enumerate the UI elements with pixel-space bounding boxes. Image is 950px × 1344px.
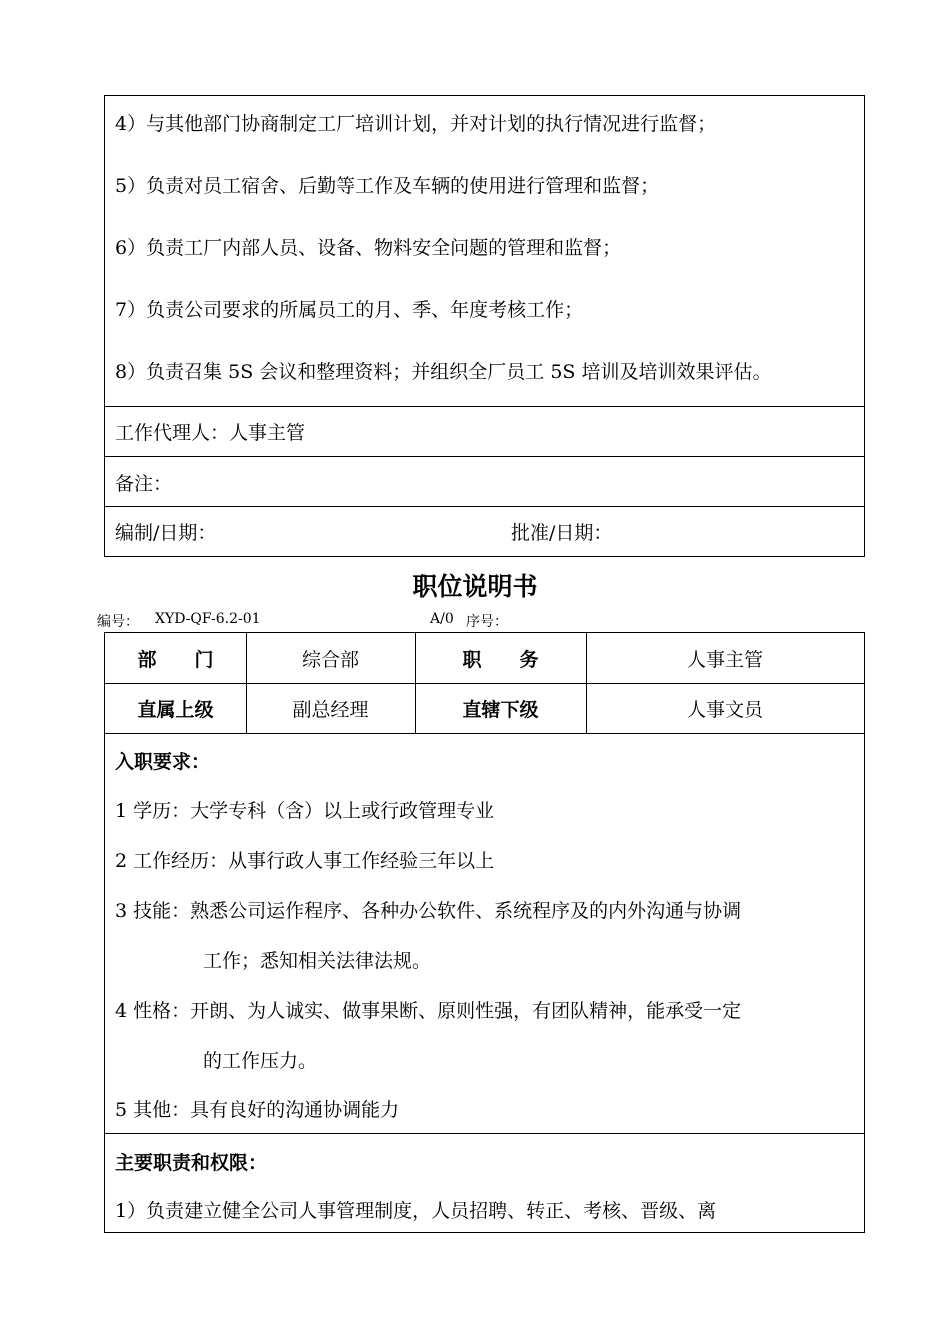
requirement-line: 2 工作经历：从事行政人事工作经验三年以上: [115, 850, 495, 872]
position-value: 人事主管: [686, 648, 763, 671]
requirement-line: 3 技能：熟悉公司运作程序、各种办公软件、系统程序及的内外沟通与协调: [115, 900, 742, 922]
row-divider: [105, 456, 864, 457]
document-version: A/0: [430, 611, 454, 627]
work-agent: 工作代理人：人事主管: [115, 422, 306, 444]
department-label: 部 门: [137, 648, 214, 671]
document-title: 职位说明书: [412, 572, 538, 601]
direct-superior-value: 副总经理: [292, 698, 369, 721]
requirement-line: 工作；悉知相关法律法规。: [203, 950, 432, 972]
direct-subordinate-label: 直辖下级: [462, 698, 539, 721]
department-value: 综合部: [301, 648, 359, 671]
duties-continuation-table: [104, 95, 865, 557]
duty-line: 5）负责对员工宿舍、后勤等工作及车辆的使用进行管理和监督；: [115, 175, 660, 197]
row-divider: [105, 733, 864, 734]
direct-superior-label: 直属上级: [137, 698, 214, 721]
direct-subordinate-value: 人事文员: [686, 698, 763, 721]
job-description-table: [104, 632, 865, 1233]
requirements-heading: 入职要求：: [115, 751, 211, 773]
duty-line: 7）负责公司要求的所属员工的月、季、年度考核工作；: [115, 299, 584, 321]
duty-line: 8）负责召集 5S 会议和整理资料；并组织全厂员工 5S 培训及培训效果评估。: [115, 361, 772, 383]
document-code-value: XYD-QF-6.2-01: [155, 611, 261, 627]
document-code-label: 编号：: [97, 614, 139, 630]
duty-line: 6）负责工厂内部人员、设备、物料安全问题的管理和监督；: [115, 237, 622, 259]
requirement-line: 的工作压力。: [203, 1050, 318, 1072]
requirement-line: 4 性格：开朗、为人诚实、做事果断、原则性强，有团队精神，能承受一定: [115, 1000, 742, 1022]
row-divider: [105, 506, 864, 507]
row-divider: [105, 406, 864, 407]
duty-line: 4）与其他部门协商制定工厂培训计划，并对计划的执行情况进行监督；: [115, 113, 717, 135]
row-divider: [105, 1133, 864, 1134]
approved-date-label: 批准/日期：: [511, 522, 613, 544]
requirement-line: 1 学历：大学专科（含）以上或行政管理专业: [115, 800, 495, 822]
sequence-label: 序号：: [466, 614, 508, 630]
remark-label: 备注：: [115, 473, 173, 495]
position-label: 职 务: [462, 648, 539, 671]
requirement-line: 5 其他：具有良好的沟通协调能力: [115, 1099, 400, 1121]
responsibilities-heading: 主要职责和权限：: [115, 1152, 268, 1174]
prepared-date-label: 编制/日期：: [115, 522, 217, 544]
responsibility-line: 1）负责建立健全公司人事管理制度，人员招聘、转正、考核、晋级、离: [115, 1200, 717, 1222]
